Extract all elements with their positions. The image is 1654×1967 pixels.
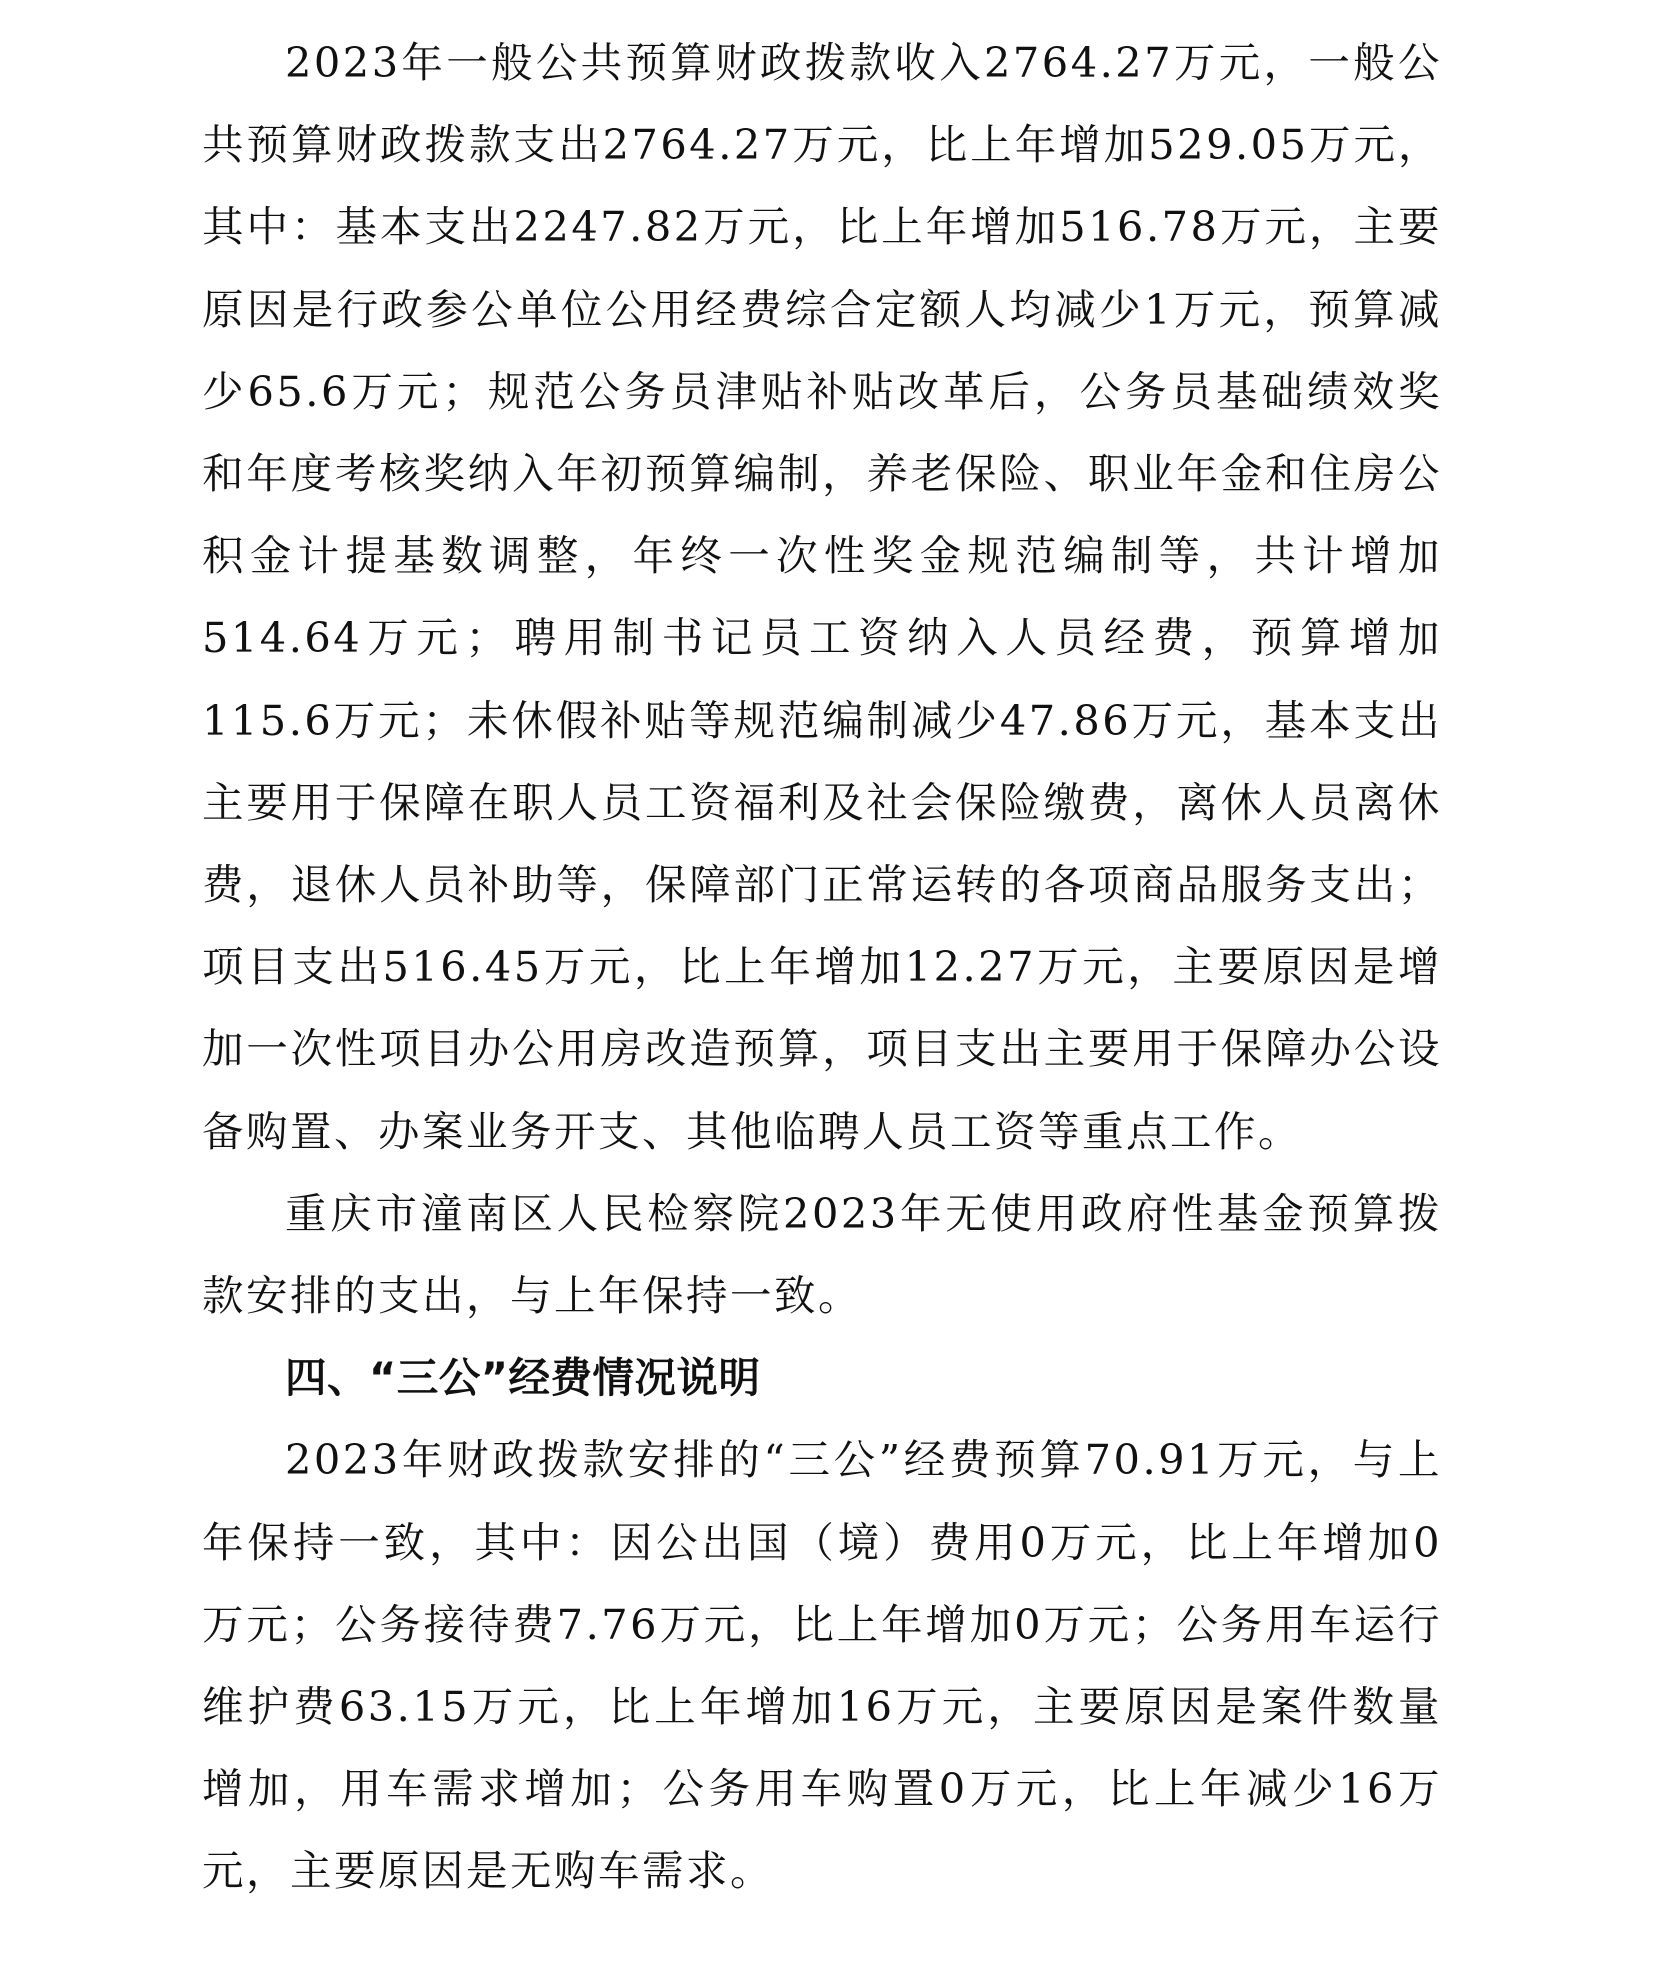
- section-heading: 四、“三公”经费情况说明: [285, 1353, 761, 1403]
- budget-expenditure-paragraph: 2023年一般公共预算财政拨款收入2764.27万元，一般公共预算财政拨款支出2764.27万元，比上年增加529.05万元，其中：基本支出2247.82万元，比上年增加516.78万元，主要原因是行政参公单位公用经费综合定额人均减少1万元，预算减少65.6万元；规范公务员津贴补贴改革后，公务员基础绩效奖和年度考核奖纳入年初预算编制，养老保险、职业年金和住房公积金计提基数调整，年终一次性奖金规范编制等，共计增加514.64万元；聘用制书记员工资纳入人员经费，预算增加115.6万元；未休假补贴等规范编制减少47.86万元，基本支出主要用于保障在职人员工资福利及社会保险缴费，离休人员离休费，退休人员补助等，保障部门正常运转的各项商品服务支出；项目支出516.45万元，比上年增加12.27万元，主要原因是增加一次性项目办公用房改造预算，项目支出主要用于保障办公设备购置、办案业务开支、其他临聘人员工资等重点工作。: [202, 38, 1442, 1156]
- government-fund-paragraph: 重庆市潼南区人民检察院2023年无使用政府性基金预算拨款安排的支出，与上年保持一致。: [202, 1188, 1442, 1321]
- document-page: [202, 22, 1442, 1913]
- three-public-expenses-paragraph: 2023年财政拨款安排的“三公”经费预算70.91万元，与上年保持一致，其中：因公出国（境）费用0万元，比上年增加0万元；公务接待费7.76万元，比上年增加0万元；公务用车运行维护费63.15万元，比上年增加16万元，主要原因是案件数量增加，用车需求增加；公务用车购置0万元，比上年减少16万元，主要原因是无购车需求。: [202, 1435, 1442, 1896]
